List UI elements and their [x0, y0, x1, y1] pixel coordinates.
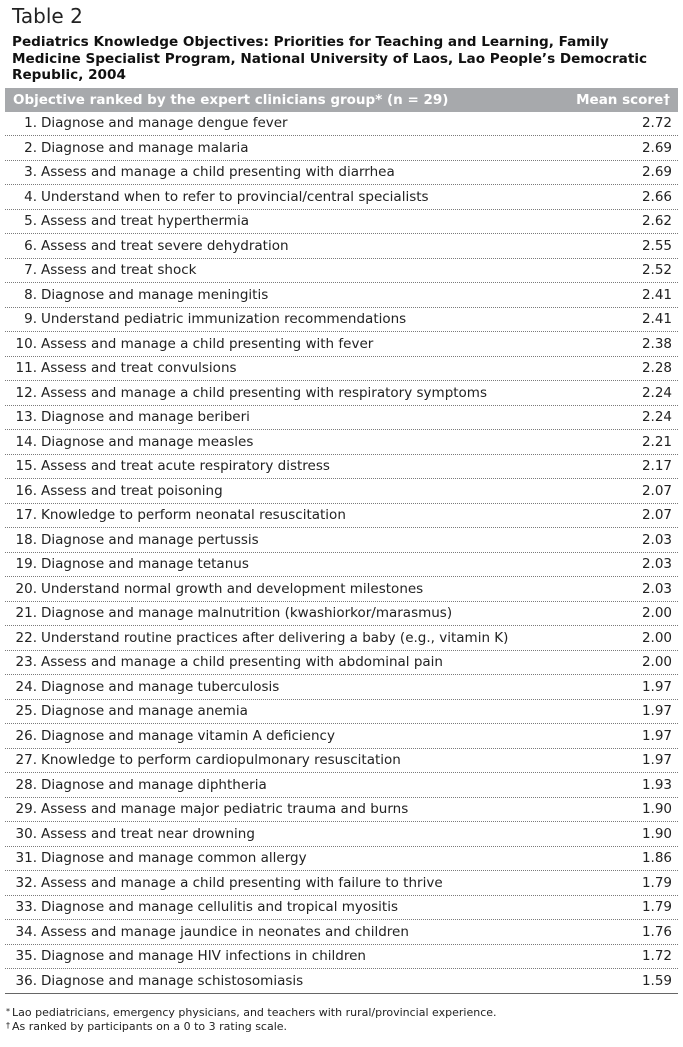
table-row [5, 577, 678, 602]
table-row [5, 504, 678, 529]
mean-score: 2.41 [641, 311, 672, 328]
objective-text: Diagnose and manage dengue fever [41, 115, 288, 132]
objective-text: Diagnose and manage schistosomiasis [41, 972, 304, 989]
table-row [5, 161, 678, 186]
rank-number: 29. [15, 801, 37, 818]
mean-score: 2.69 [641, 139, 672, 156]
objective-text: Diagnose and manage beriberi [41, 409, 250, 426]
objective-cell [13, 262, 196, 278]
table-row [5, 700, 678, 725]
table-row [5, 381, 678, 406]
table-row [5, 112, 678, 137]
table-row [5, 945, 678, 970]
rank-number: 18. [15, 531, 37, 548]
table-row [5, 357, 678, 382]
mean-score: 2.03 [641, 580, 672, 597]
objective-cell [13, 581, 423, 597]
table-header [5, 88, 678, 112]
objective-cell [13, 409, 250, 425]
rank-number: 25. [15, 703, 37, 720]
objective-cell [13, 189, 429, 205]
table-row [5, 479, 678, 504]
objective-cell [13, 311, 406, 327]
table-row [5, 896, 678, 921]
footnote-mark: * [6, 1006, 10, 1016]
table-row [5, 332, 678, 357]
objective-cell [13, 605, 452, 621]
rank-number: 31. [15, 850, 37, 867]
objective-text: Understand when to refer to provincial/central specialists [41, 188, 429, 205]
objective-text: Diagnose and manage HIV infections in children [41, 948, 366, 965]
objective-text: Understand pediatric immunization recommendations [41, 311, 407, 328]
mean-score: 1.90 [641, 825, 672, 842]
objective-cell [13, 679, 279, 695]
mean-score: 2.03 [641, 531, 672, 548]
objective-text: Assess and manage jaundice in neonates and children [41, 923, 409, 940]
table-row [5, 651, 678, 676]
objective-text: Assess and treat convulsions [41, 360, 237, 377]
mean-score: 1.97 [641, 703, 672, 720]
table-row [5, 749, 678, 774]
rank-number: 15. [15, 458, 37, 475]
mean-score: 2.07 [641, 482, 672, 499]
objective-cell [13, 630, 508, 646]
objective-text: Assess and treat poisoning [41, 482, 223, 499]
table-caption: Pediatrics Knowledge Objectives: Priorities for Teaching and Learning, Family Medicine Specialist Program, National University of Laos, Lao People’s Democratic Republic, 2004 [12, 34, 648, 83]
mean-score: 2.24 [641, 384, 672, 401]
objective-text: Diagnose and manage tetanus [41, 556, 249, 573]
objective-text: Assess and treat near drowning [41, 825, 255, 842]
mean-score: 2.55 [641, 237, 672, 254]
objective-text: Diagnose and manage vitamin A deficiency [41, 727, 335, 744]
table-body [5, 112, 678, 994]
mean-score: 2.00 [641, 629, 672, 646]
objective-cell [13, 777, 267, 793]
objective-text: Diagnose and manage diphtheria [41, 776, 267, 793]
objective-text: Diagnose and manage cellulitis and tropical myositis [41, 899, 399, 916]
objective-text: Assess and treat severe dehydration [41, 237, 289, 254]
rank-number: 6. [24, 237, 37, 254]
table-row [5, 283, 678, 308]
mean-score: 2.17 [641, 458, 672, 475]
objective-cell [13, 875, 443, 891]
rank-number: 32. [15, 874, 37, 891]
rank-number: 35. [15, 948, 37, 965]
rank-number: 36. [15, 972, 37, 989]
table-row [5, 798, 678, 823]
objective-text: Diagnose and manage pertussis [41, 531, 259, 548]
rank-number: 2. [24, 139, 37, 156]
objective-text: Diagnose and manage malnutrition (kwashiorkor/marasmus) [41, 605, 453, 622]
objective-cell [13, 140, 249, 156]
objective-cell [13, 850, 307, 866]
objective-text: Diagnose and manage anemia [41, 703, 248, 720]
rank-number: 26. [15, 727, 37, 744]
mean-score: 2.41 [641, 286, 672, 303]
objective-cell [13, 458, 330, 474]
rank-number: 28. [15, 776, 37, 793]
mean-score: 1.90 [641, 801, 672, 818]
footnote-text: As ranked by participants on a 0 to 3 rating scale. [12, 1020, 288, 1033]
objective-cell [13, 826, 255, 842]
mean-score: 2.00 [641, 605, 672, 622]
objective-cell [13, 899, 398, 915]
rank-number: 22. [15, 629, 37, 646]
header-objective: Objective ranked by the expert clinicians group* (n = 29) [13, 91, 449, 108]
objective-cell [13, 703, 248, 719]
rank-number: 5. [24, 213, 37, 230]
mean-score: 1.79 [641, 874, 672, 891]
table-row [5, 528, 678, 553]
table-row [5, 210, 678, 235]
objective-text: Diagnose and manage common allergy [41, 850, 307, 867]
table-label: Table 2 [12, 4, 83, 28]
mean-score: 2.62 [641, 213, 672, 230]
objective-text: Assess and treat acute respiratory distress [41, 458, 330, 475]
table-row [5, 136, 678, 161]
objective-cell [13, 973, 303, 989]
objective-cell [13, 728, 335, 744]
mean-score: 2.07 [641, 507, 672, 524]
objective-text: Diagnose and manage tuberculosis [41, 678, 280, 695]
objective-text: Assess and manage major pediatric trauma and burns [41, 801, 409, 818]
mean-score: 1.86 [641, 850, 672, 867]
rank-number: 8. [24, 286, 37, 303]
rank-number: 9. [24, 311, 37, 328]
objective-text: Assess and manage a child presenting with abdominal pain [41, 654, 443, 671]
objective-text: Diagnose and manage measles [41, 433, 254, 450]
objective-cell [13, 556, 249, 572]
rank-number: 3. [24, 164, 37, 181]
table-row [5, 234, 678, 259]
objective-text: Assess and manage a child presenting with respiratory symptoms [41, 384, 487, 401]
rank-number: 4. [24, 188, 37, 205]
rank-number: 1. [24, 115, 37, 132]
objective-text: Assess and manage a child presenting with fever [41, 335, 374, 352]
rank-number: 10. [15, 335, 37, 352]
rank-number: 12. [15, 384, 37, 401]
rank-number: 27. [15, 752, 37, 769]
rank-number: 19. [15, 556, 37, 573]
rank-number: 23. [15, 654, 37, 671]
table-row [5, 185, 678, 210]
table-row [5, 847, 678, 872]
footnote-mark: † [6, 1021, 10, 1030]
objective-text: Assess and manage a child presenting with diarrhea [41, 164, 395, 181]
rank-number: 30. [15, 825, 37, 842]
objective-cell [13, 213, 249, 229]
objective-text: Diagnose and manage meningitis [41, 286, 269, 303]
mean-score: 1.72 [641, 948, 672, 965]
footnotes [5, 1006, 678, 1035]
table-row [5, 553, 678, 578]
objective-cell [13, 532, 259, 548]
objective-text: Knowledge to perform neonatal resuscitation [41, 507, 346, 524]
mean-score: 2.72 [641, 115, 672, 132]
rank-number: 13. [15, 409, 37, 426]
table-row [5, 626, 678, 651]
mean-score: 2.69 [641, 164, 672, 181]
mean-score: 2.21 [641, 433, 672, 450]
objective-cell [13, 238, 289, 254]
objective-cell [13, 507, 346, 523]
mean-score: 2.03 [641, 556, 672, 573]
objective-text: Assess and treat shock [41, 262, 197, 279]
objective-text: Assess and manage a child presenting with failure to thrive [41, 874, 443, 891]
table-row [5, 675, 678, 700]
mean-score: 2.28 [641, 360, 672, 377]
objective-text: Understand routine practices after delivering a baby (e.g., vitamin K) [41, 629, 509, 646]
footnote [6, 1020, 678, 1035]
objective-cell [13, 164, 395, 180]
objective-cell [13, 752, 401, 768]
objective-cell [13, 360, 237, 376]
mean-score: 1.79 [641, 899, 672, 916]
mean-score: 2.24 [641, 409, 672, 426]
table-row [5, 430, 678, 455]
table-row [5, 455, 678, 480]
footnote-text: Lao pediatricians, emergency physicians, and teachers with rural/provincial experience. [12, 1005, 497, 1019]
objective-cell [13, 287, 268, 303]
objective-cell [13, 948, 366, 964]
objective-cell [13, 924, 409, 940]
table-row [5, 406, 678, 431]
objective-text: Knowledge to perform cardiopulmonary resuscitation [41, 752, 401, 769]
mean-score: 2.00 [641, 654, 672, 671]
table-row [5, 871, 678, 896]
table-row [5, 822, 678, 847]
table-row [5, 308, 678, 333]
table-row [5, 724, 678, 749]
mean-score: 1.97 [641, 752, 672, 769]
rank-number: 16. [15, 482, 37, 499]
objective-cell [13, 654, 443, 670]
mean-score: 1.93 [641, 776, 672, 793]
rank-number: 17. [15, 507, 37, 524]
objective-cell [13, 483, 223, 499]
table-row [5, 920, 678, 945]
rank-number: 7. [24, 262, 37, 279]
footnote [6, 1006, 678, 1021]
mean-score: 1.97 [641, 678, 672, 695]
table-row [5, 773, 678, 798]
table-row [5, 259, 678, 284]
header-mean-score: Mean score† [576, 91, 670, 108]
mean-score: 1.59 [641, 972, 672, 989]
rank-number: 34. [15, 923, 37, 940]
objective-cell [13, 385, 487, 401]
rank-number: 20. [15, 580, 37, 597]
mean-score: 2.38 [641, 335, 672, 352]
table-row [5, 969, 678, 994]
rank-number: 33. [15, 899, 37, 916]
mean-score: 2.66 [641, 188, 672, 205]
rank-number: 24. [15, 678, 37, 695]
objective-text: Understand normal growth and development milestones [41, 580, 424, 597]
rank-number: 21. [15, 605, 37, 622]
table-document [5, 0, 678, 1035]
table-row [5, 602, 678, 627]
objective-text: Assess and treat hyperthermia [41, 213, 249, 230]
rank-number: 11. [15, 360, 37, 377]
objective-text: Diagnose and manage malaria [41, 139, 249, 156]
objective-cell [13, 801, 408, 817]
rank-number: 14. [15, 433, 37, 450]
objective-cell [13, 434, 253, 450]
objective-cell [13, 115, 288, 131]
objective-cell [13, 336, 373, 352]
mean-score: 1.97 [641, 727, 672, 744]
mean-score: 1.76 [641, 923, 672, 940]
mean-score: 2.52 [641, 262, 672, 279]
